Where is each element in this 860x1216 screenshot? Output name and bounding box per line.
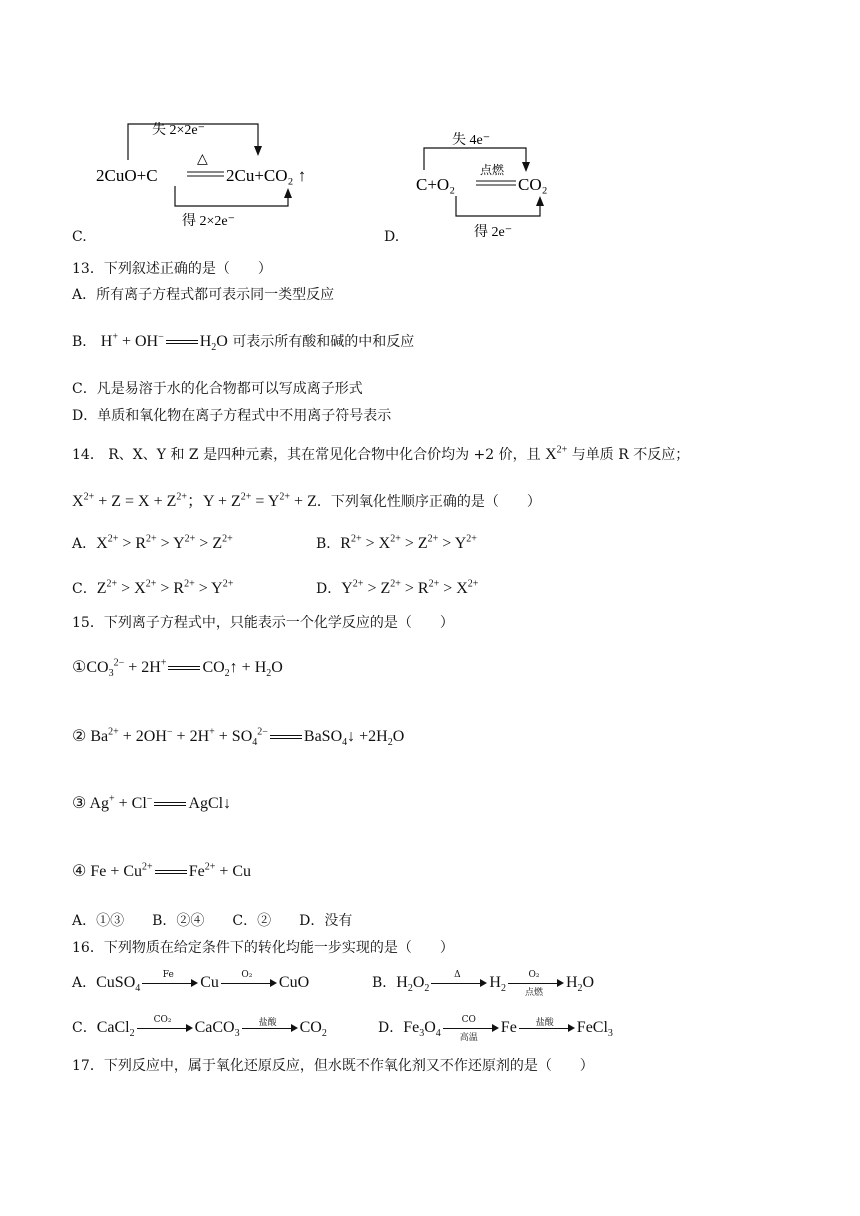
lose-electrons-label: 失 2×2e⁻	[152, 123, 205, 138]
redox-diagram-d	[408, 124, 568, 244]
redox-diagram-c	[90, 112, 360, 236]
q13-option-b: B． H+ + OH− $H_2O$ 可表示所有酸和碱的中和反应	[72, 331, 415, 354]
q15-equation-2: ② $Ba^{2+} + 2OH^- + 2H^+ + SO_4^{2-}$ BaSO$_4$↓ $+2H_2O$	[72, 726, 405, 749]
q14-stem: 14． R、X、Y 和 Z 是四种元素，其在常见化合物中化合价均为 +2 价，且 $X^{2+}$ 与单质 R 不反应；	[72, 444, 690, 463]
q14-option-c: C．$Z^{2+} > X^{2+} > R^{2+} > Y^{2+}$	[72, 578, 234, 597]
equation-right: 2Cu+CO₂ ↑	[226, 166, 307, 185]
heat-symbol: △	[197, 152, 208, 167]
ignite-label: 点燃	[480, 163, 505, 177]
equation-left: 2CuO+C	[96, 166, 158, 185]
q15-options: A．①③ B．②④ C．② D．没有	[72, 913, 353, 929]
gain-electrons-label: 得 2×2e⁻	[182, 214, 235, 229]
q16-option-a: A．CuSO$_4$ Fe Cu O₂ CuO	[72, 970, 310, 995]
q16-option-c: C．CaCl$_2$ CO₂ CaCO$_3$ 盐酸 $CO_2$	[72, 1015, 327, 1040]
option-d-label: D.	[384, 229, 400, 245]
q13-option-d: D．单质和氧化物在离子方程式中不用离子符号表示	[72, 408, 392, 424]
equation-left: C+O₂	[416, 175, 456, 194]
q13-option-a: A．所有离子方程式都可表示同一类型反应	[72, 287, 335, 303]
q14-option-d: D．$Y^{2+} > Z^{2+} > R^{2+} > X^{2+}$	[316, 578, 479, 597]
gain-electrons-label: 得 2e⁻	[474, 225, 513, 240]
q16-stem: 16．下列物质在给定条件下的转化均能一步实现的是（ ）	[72, 940, 454, 956]
q17-stem: 17．下列反应中，属于氧化还原反应，但水既不作氧化剂又不作还原剂的是（ ）	[72, 1058, 594, 1074]
q13-stem: 13．下列叙述正确的是（ ）	[72, 261, 272, 277]
q14-reactions: $X^{2+} + Z = X + Z^{2+}$；$Y + Z^{2+} = Y^{2+} + Z$．下列氧化性顺序正确的是（ ）	[72, 491, 541, 510]
neutralization-equation: H+ + OH− $H_2O$	[100, 331, 228, 354]
q13-option-c: C．凡是易溶于水的化合物都可以写成离子形式	[72, 381, 363, 397]
q15-equation-1: $①CO_3^{2-} + 2H^+$ $CO_2↑ + H_2O$	[72, 657, 283, 680]
equation-right: CO₂	[518, 175, 548, 194]
q14-option-a: A．$X^{2+} > R^{2+} > Y^{2+} > Z^{2+}$	[72, 533, 233, 552]
q16-option-d: D．$Fe_3O_4$ CO 高温 Fe 盐酸 FeCl$_3$	[378, 1015, 613, 1043]
lose-electrons-label: 失 4e⁻	[452, 133, 491, 148]
q14-option-b: B．$R^{2+} > X^{2+} > Z^{2+} > Y^{2+}$	[316, 533, 477, 552]
q15-stem: 15．下列离子方程式中，只能表示一个化学反应的是（ ）	[72, 615, 454, 631]
q15-equation-3: ③ Ag+ + Cl− AgCl↓	[72, 793, 232, 812]
q15-equation-4: ④ $Fe + Cu^{2+}$ $Fe^{2+} + Cu$	[72, 861, 252, 880]
q16-option-b: B．$H_2O_2$ Δ $H_2$ O₂ 点燃 $H_2O$	[372, 970, 595, 998]
option-c-label: C.	[72, 229, 87, 245]
